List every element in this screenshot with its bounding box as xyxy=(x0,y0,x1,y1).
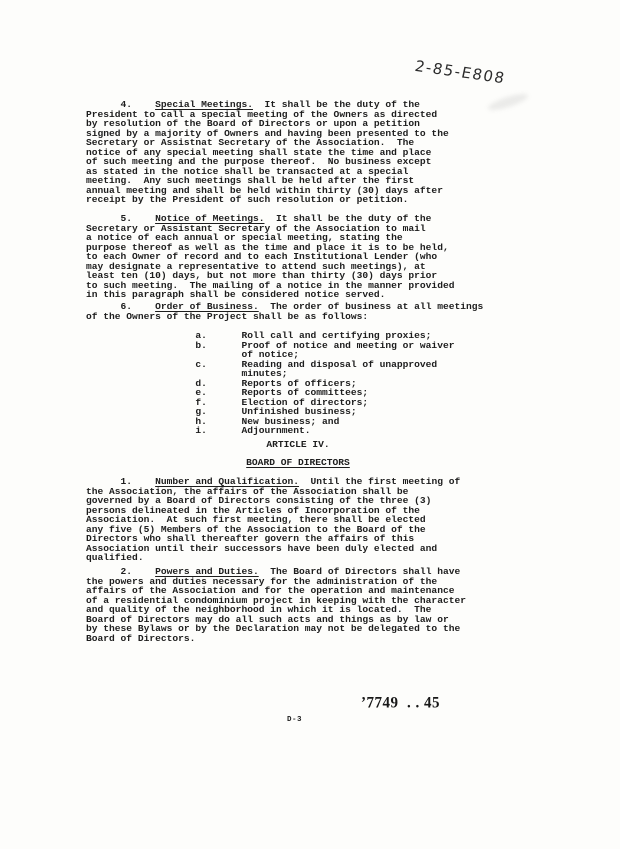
section-4-special-meetings xyxy=(86,100,506,205)
reception-number-stamp: ’7749 . . 45 xyxy=(361,694,440,712)
section-number-lead: 5. xyxy=(86,213,156,224)
section-5-notice-of-meetings xyxy=(86,214,506,300)
section-1-number-and-qualification xyxy=(86,477,506,563)
section-number-lead: 4. xyxy=(86,99,156,110)
handwritten-docket-number: 2-85-E808 xyxy=(413,57,508,88)
board-of-directors-heading xyxy=(86,458,510,468)
section-heading: Order of Business. xyxy=(155,301,259,312)
section-number-lead: 6. xyxy=(86,301,156,312)
section-body-text: The order of business at all meetings of the Owners of the Project shall be as follows: xyxy=(86,301,484,322)
section-2-powers-and-duties xyxy=(86,567,506,643)
section-body-text: It shall be the duty of the Secretary or Assistant Secretary of the Association to mail a notice of each annual or special meeting, stating the purpose thereof as well as the time and place it is to be held, to each Owner of record and to each Institutional Lender (who may designate a representative to attend such meetings), at least ten (10) days, but not more than thirty (30) days prior to such meeting. The mailing of a notice in the manner provided in this paragraph shall be considered notice served. xyxy=(86,213,455,300)
section-6-order-of-business xyxy=(86,302,506,321)
section-body-text: The Board of Directors shall have the powers and duties necessary for the administration of the affairs of the Association and for the operation and maintenance of a residential condominium project in keeping with the character and quality of the neighborhood in which it is located. The Board of Directors may do all such acts and things as by law or by these Bylaws or by the Declaration may not be delegated to the Board of Directors. xyxy=(86,566,466,644)
order-of-business-list: a. Roll call and certifying proxies; b. Proof of notice and meeting or waiver of notice; c. Reading and disposal of unapproved minutes; d. Reports of officers; e. Reports of committees; f. Election of directors; g. Unfinished business; h. New business; and i. Adjournment. xyxy=(195,330,455,436)
page-number: D-3 xyxy=(287,716,303,724)
section-body-text: Until the first meeting of the Association, the affairs of the Association shall be governed by a Board of Directors consisting of the three (3) persons delineated in the Articles of Incorporation of the Association. At such first meeting, there shall be elected any five (5) Members of the Association to the Board of the Directors who shall thereafter govern the affairs of this Association until their successors have been duly elected and qualified. xyxy=(86,476,461,563)
section-heading: Powers and Duties. xyxy=(155,566,259,577)
section-body-text: It shall be the duty of the President to call a special meeting of the Owners as directed by resolution of the Board of Directors or upon a petition signed by a majority of Owners and having been presented to the Secretary or Assistnat Secretary of the Association. The notice of any special meeting shall state the time and place of such meeting and the purpose thereof. No business except as stated in the notice shall be transacted at a special meeting. Any such meetings shall be held after the first annual meeting and shall be held within thirty (30) days after receipt by the President of such resolution or petition. xyxy=(86,99,449,205)
article-heading: ARTICLE IV. xyxy=(266,439,330,450)
section-heading: Number and Qualification. xyxy=(155,476,300,487)
section-number-lead: 1. xyxy=(86,476,156,487)
section-heading: Notice of Meetings. xyxy=(155,213,265,224)
board-of-directors-heading-text: BOARD OF DIRECTORS xyxy=(246,457,350,468)
section-number-lead: 2. xyxy=(86,566,156,577)
section-heading: Special Meetings. xyxy=(155,99,253,110)
